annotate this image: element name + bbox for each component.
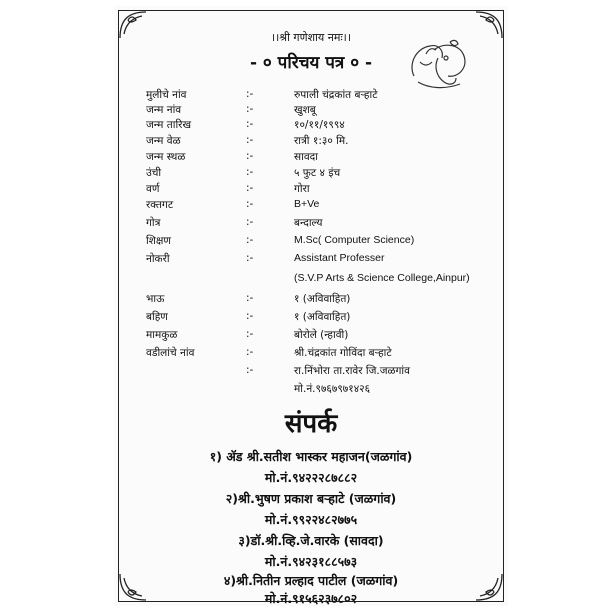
detail-label: जन्म वेळ bbox=[146, 135, 181, 147]
detail-value: मो.नं.९७६७९७१४२६ bbox=[294, 383, 371, 395]
blessing-text: ।।श्री गणेशाय नमः।। bbox=[270, 31, 352, 44]
detail-separator: :- bbox=[246, 310, 254, 322]
detail-label: नोकरी bbox=[146, 253, 170, 265]
detail-label: जन्म स्थळ bbox=[146, 151, 186, 163]
detail-value: रुपाली चंद्रकांत बऱ्हाटे bbox=[294, 89, 378, 101]
contact-phone: मो.नं.९४२२२८७८८२ bbox=[264, 470, 358, 485]
detail-separator: :- bbox=[246, 88, 254, 100]
contact-phone: मो.नं.९९२२४८२७७५ bbox=[264, 512, 358, 527]
detail-separator: :- bbox=[246, 198, 254, 210]
detail-value: बोरोले (न्हावी) bbox=[294, 329, 349, 341]
detail-value: (S.V.P Arts & Science College,Ainpur) bbox=[294, 272, 470, 284]
detail-separator: :- bbox=[246, 166, 254, 178]
detail-label: मुलीचे नांव bbox=[146, 89, 187, 101]
contact-phone: मो.नं.९१५६२३७८०२ bbox=[264, 591, 358, 606]
contact-name: २)श्री.भुषण प्रकाश बऱ्हाटे (जळगांव) bbox=[225, 491, 397, 506]
detail-separator: :- bbox=[246, 150, 254, 162]
detail-label: शिक्षण bbox=[146, 235, 171, 247]
page-title: - ० परिचय पत्र ० - bbox=[249, 53, 373, 73]
detail-separator: :- bbox=[246, 134, 254, 146]
detail-label: गोत्र bbox=[146, 217, 161, 229]
detail-value: रात्री १:३० मि. bbox=[294, 135, 349, 147]
detail-separator: :- bbox=[246, 234, 254, 246]
contact-name: ४)श्री.नितीन प्रल्हाद पाटील (जळगांव) bbox=[223, 573, 399, 588]
detail-label: मामकुळ bbox=[146, 329, 178, 341]
detail-value: रा.निंभोरा ता.रावेर जि.जळगांव bbox=[294, 365, 410, 377]
detail-separator: :- bbox=[246, 346, 254, 358]
detail-value: ५ फुट ४ इंच bbox=[294, 167, 341, 179]
biodata-sheet bbox=[114, 6, 508, 606]
contact-name: १) ॲड श्री.सतीश भास्कर महाजन(जळगांव) bbox=[209, 449, 413, 464]
detail-label: जन्म नांव bbox=[146, 104, 182, 116]
contact-phone: मो.नं.९४२३१८८५७३ bbox=[264, 554, 358, 569]
detail-value: श्री.चंद्रकांत गोविंदा बऱ्हाटे bbox=[294, 347, 392, 359]
detail-value: Assistant Professer bbox=[294, 252, 385, 264]
contact-heading: संपर्क bbox=[284, 409, 338, 439]
detail-label: भाऊ bbox=[146, 293, 165, 305]
detail-label: जन्म तारिख bbox=[146, 119, 192, 131]
detail-value: १०/११/१९९४ bbox=[294, 119, 345, 131]
detail-separator: :- bbox=[246, 118, 254, 130]
detail-label: वडीलांचे नांव bbox=[146, 347, 195, 359]
ganesha-icon bbox=[404, 36, 474, 92]
detail-separator: :- bbox=[246, 252, 254, 264]
detail-label: उंची bbox=[146, 167, 162, 179]
detail-separator: :- bbox=[246, 216, 254, 228]
detail-separator: :- bbox=[246, 292, 254, 304]
detail-value: M.Sc( Computer Science) bbox=[294, 234, 415, 246]
detail-label: वर्ण bbox=[146, 183, 160, 195]
detail-value: गोरा bbox=[294, 183, 310, 195]
detail-value: खुशबू bbox=[294, 104, 316, 116]
detail-separator: :- bbox=[246, 328, 254, 340]
detail-value: सावदा bbox=[294, 151, 318, 163]
detail-value: १ (अविवाहित) bbox=[294, 311, 351, 323]
detail-value: १ (अविवाहित) bbox=[294, 293, 351, 305]
detail-separator: :- bbox=[246, 182, 254, 194]
detail-separator: :- bbox=[246, 103, 254, 115]
detail-separator: :- bbox=[246, 364, 254, 376]
detail-value: बन्दाल्य bbox=[294, 217, 323, 229]
detail-label: रक्तगट bbox=[146, 199, 174, 211]
contact-name: ३)डॉ.श्री.व्हि.जे.वारके (सावदा) bbox=[238, 533, 384, 548]
detail-label: बहिण bbox=[146, 311, 168, 323]
detail-value: B+Ve bbox=[294, 198, 320, 210]
